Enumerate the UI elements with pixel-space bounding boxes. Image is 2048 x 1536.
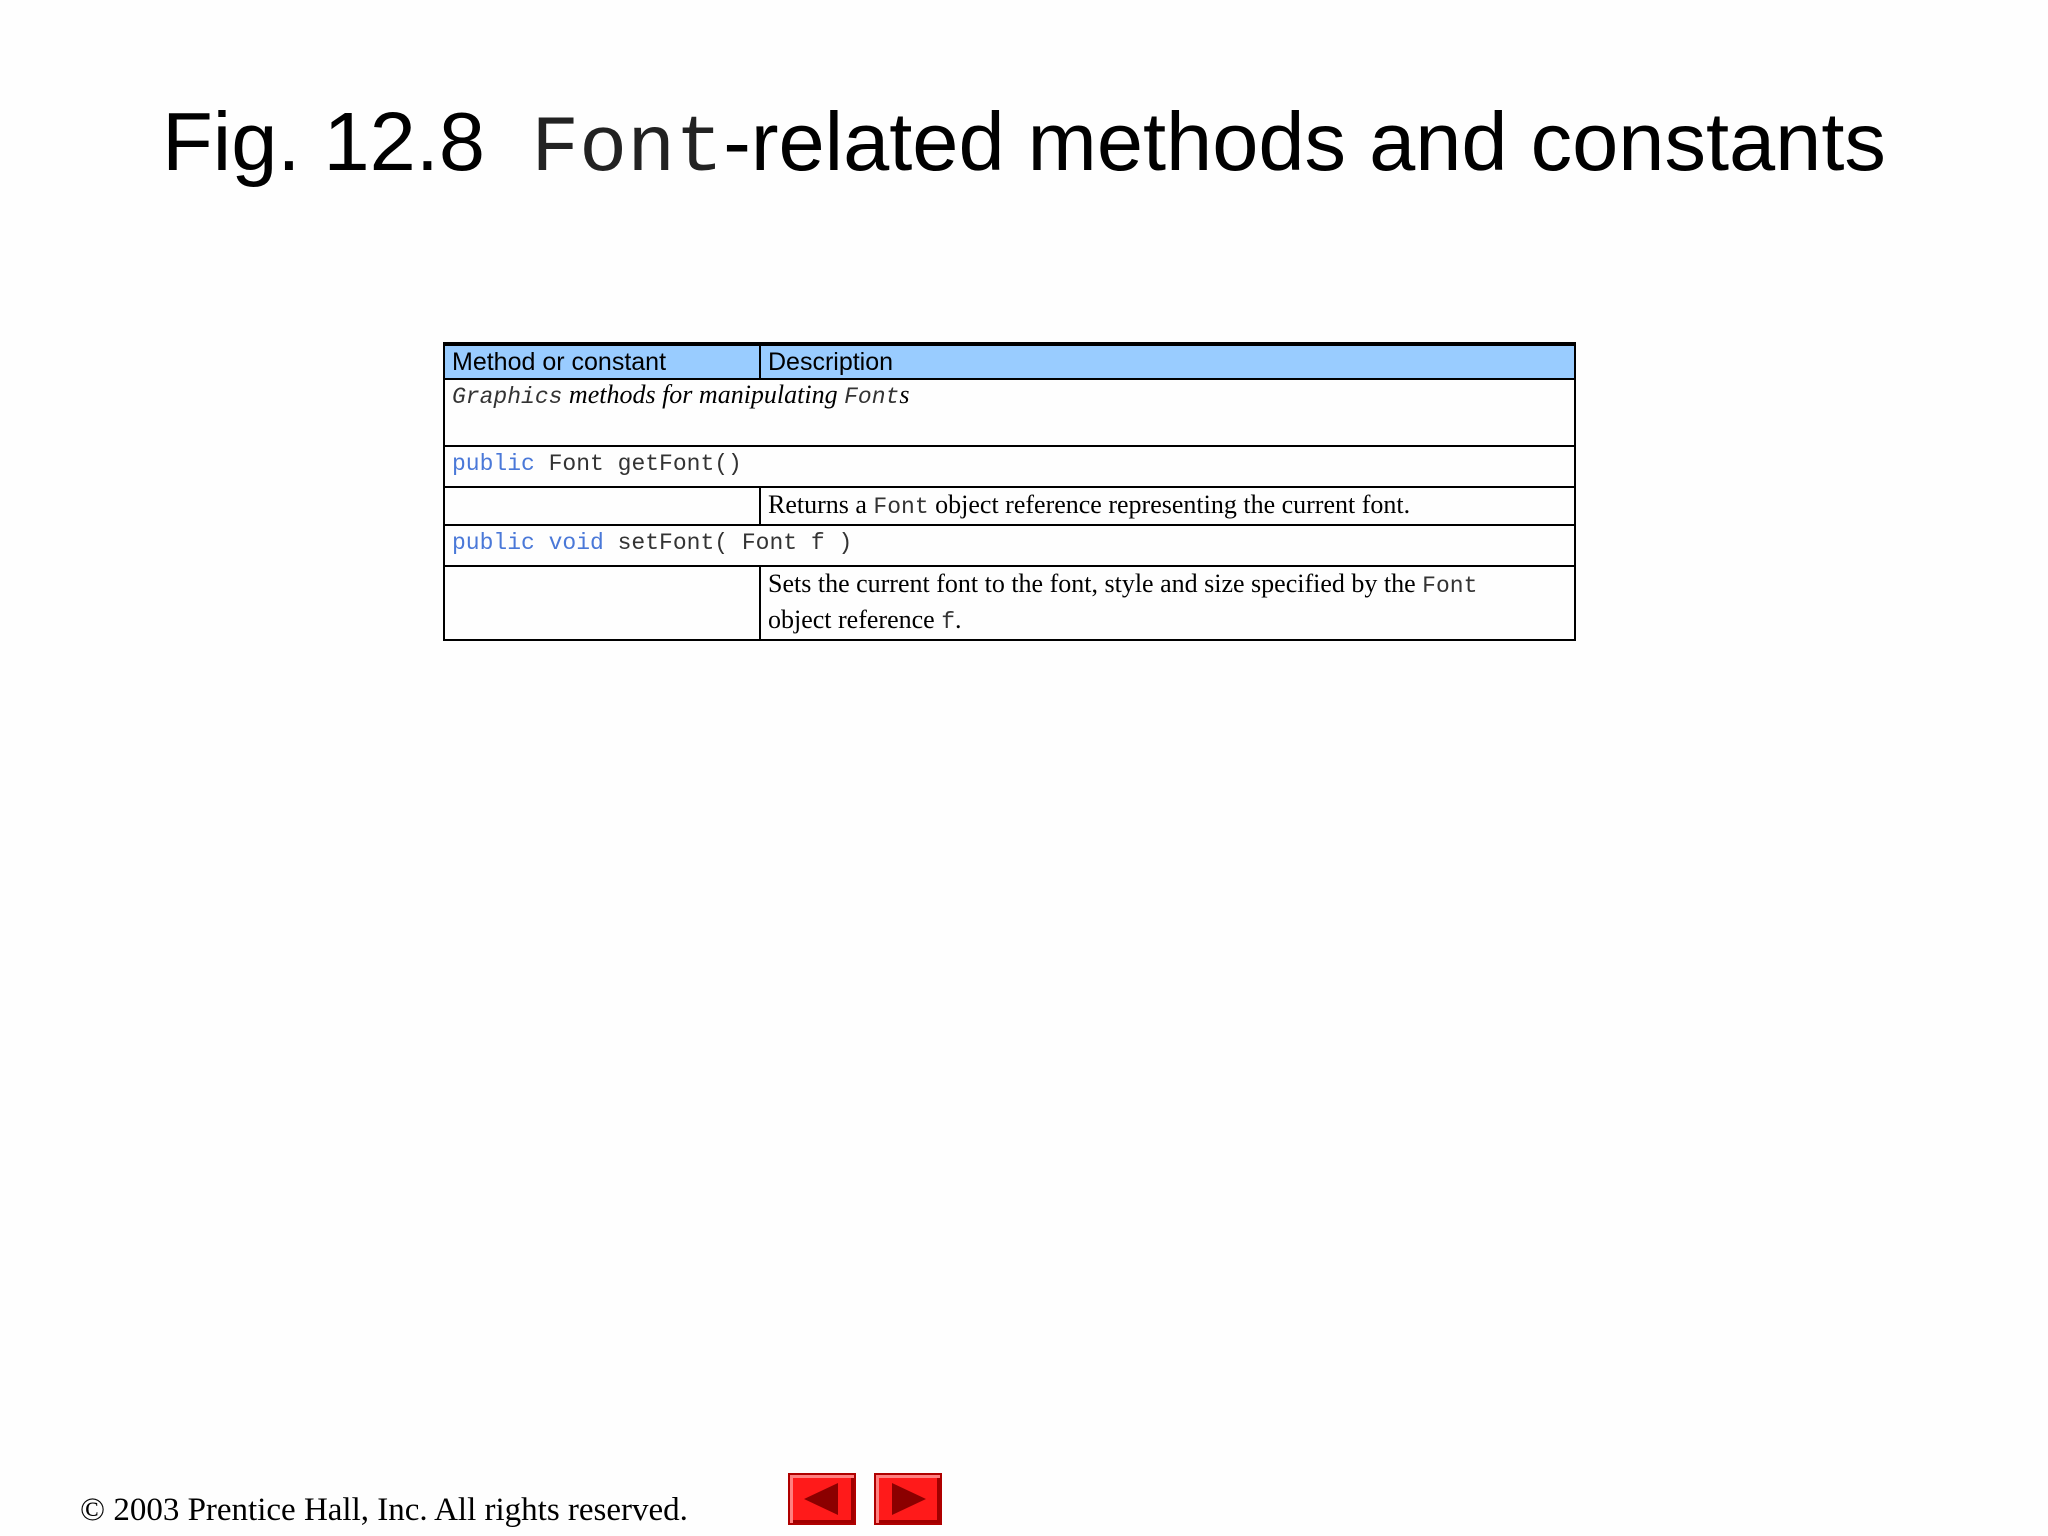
title-suffix: -related methods and constants: [723, 95, 1886, 188]
section-code-font: Font: [844, 384, 900, 410]
header-description: Description: [760, 344, 1575, 379]
description-text: object reference: [768, 605, 942, 634]
signature-rest: Font getFont(): [534, 451, 742, 477]
signature-rest: setFont( Font f ): [603, 530, 853, 556]
section-code-graphics: Graphics: [452, 384, 563, 410]
description-text: Returns a: [768, 490, 874, 519]
header-method: Method or constant: [444, 344, 760, 379]
description-code: Font: [873, 494, 929, 520]
table-row: [444, 525, 1575, 566]
table-row: [444, 566, 1575, 640]
table-row: [444, 487, 1575, 525]
right-arrow-icon: [876, 1475, 940, 1523]
table-header-row: [444, 344, 1575, 379]
section-heading: [444, 379, 1575, 446]
section-row: [444, 379, 1575, 446]
title-prefix: Fig. 12.8: [162, 95, 486, 188]
signature-keywords: public void: [452, 530, 604, 556]
description-text: .: [955, 605, 962, 634]
empty-cell: [444, 487, 760, 525]
description-text: Sets the current font to the font, style and size specified by the: [768, 569, 1423, 598]
description-text: object reference representing the current font.: [928, 490, 1411, 519]
table-row: [444, 446, 1575, 487]
previous-slide-button[interactable]: [788, 1473, 856, 1525]
empty-cell: [444, 566, 760, 640]
page-title: [0, 92, 2048, 200]
next-slide-button[interactable]: [874, 1473, 942, 1525]
method-signature: [444, 525, 1575, 566]
copyright-footer: © 2003 Prentice Hall, Inc. All rights reserved.: [80, 1492, 688, 1528]
signature-keywords: public: [452, 451, 535, 477]
section-tail: s: [899, 380, 910, 409]
method-signature: [444, 446, 1575, 487]
description-code: Font: [1422, 573, 1478, 599]
method-description: [760, 487, 1575, 525]
section-text: methods for manipulating: [562, 380, 845, 409]
description-code: f: [941, 609, 956, 635]
left-arrow-icon: [790, 1475, 854, 1523]
method-description: [760, 566, 1575, 640]
title-code: Font: [531, 104, 724, 195]
methods-table: [443, 342, 1576, 641]
